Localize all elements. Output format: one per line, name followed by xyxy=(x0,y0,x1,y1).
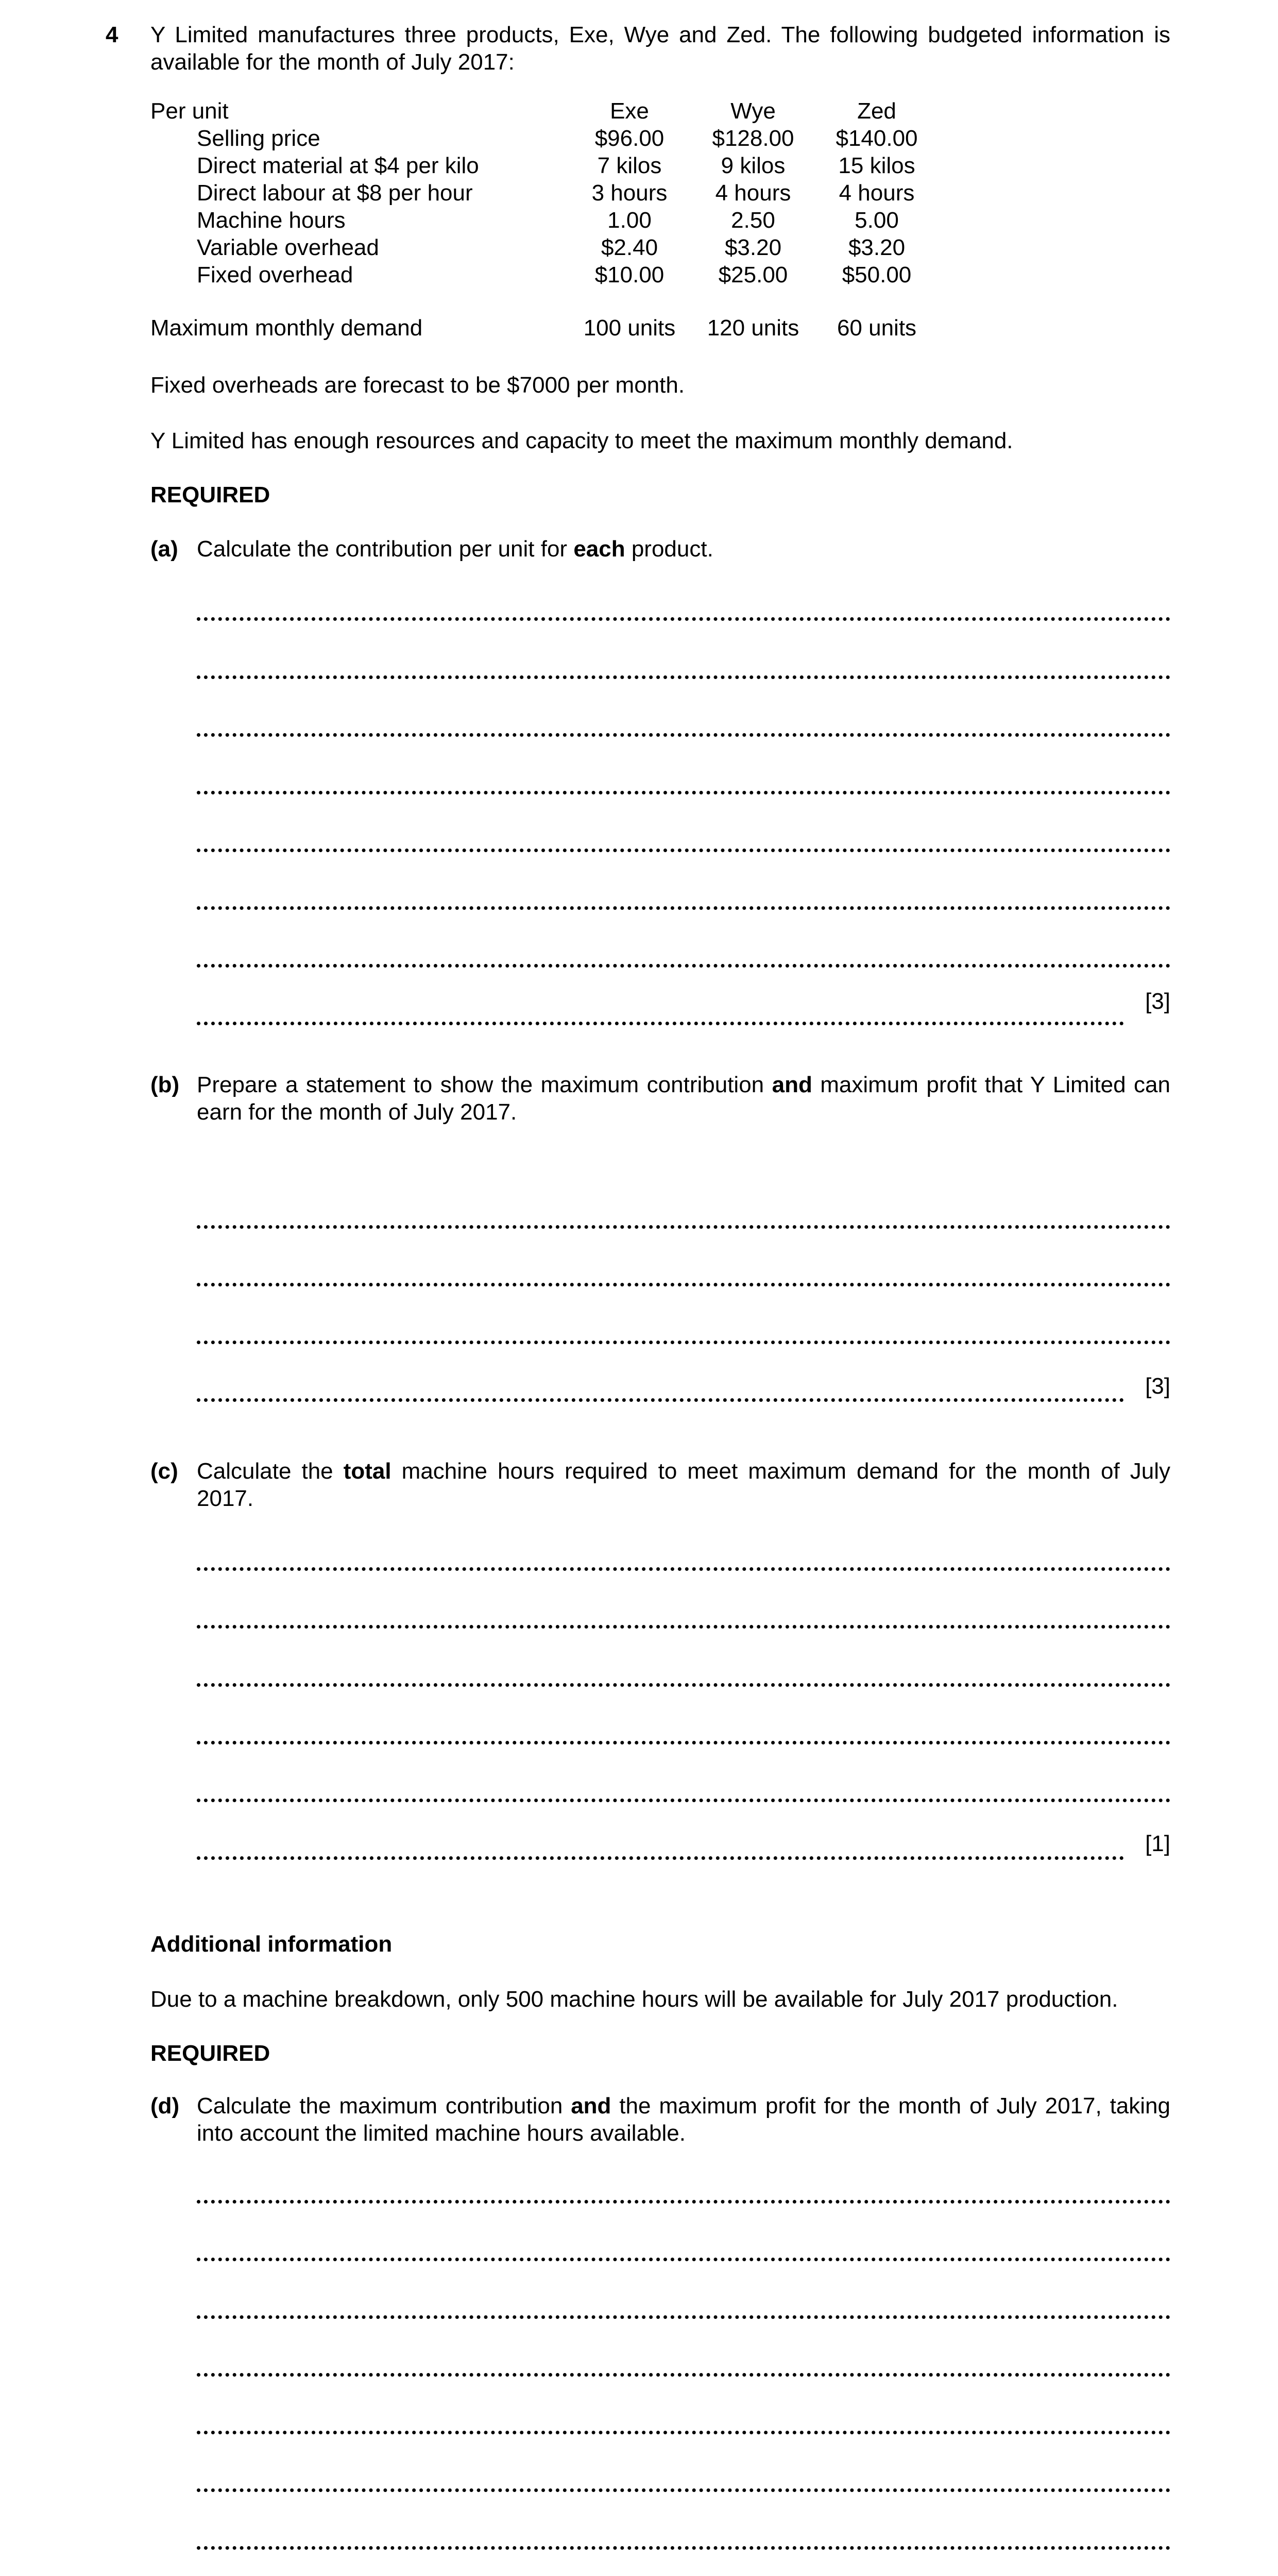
demand-row xyxy=(150,315,939,342)
part-c-mark: [1] xyxy=(1145,1831,1170,1856)
answer-line[interactable] xyxy=(197,1283,1170,1286)
additional-text: Due to a machine breakdown, only 500 machine hours will be available for July 2017 production. xyxy=(150,1987,1118,2012)
answer-line[interactable] xyxy=(197,2258,1170,2261)
table-row xyxy=(150,152,939,180)
table-header-row xyxy=(150,98,939,125)
cell-zed: $140.00 xyxy=(836,126,918,151)
answer-line[interactable] xyxy=(197,1683,1170,1687)
table-header-exe: Exe xyxy=(610,98,649,124)
emphasis: and xyxy=(772,1072,812,1097)
demand-label: Maximum monthly demand xyxy=(150,315,423,341)
answer-line[interactable] xyxy=(197,2315,1170,2319)
answer-line[interactable] xyxy=(197,1022,1124,1025)
cell-wye: $3.20 xyxy=(724,235,782,260)
part-a-label: (a) xyxy=(150,536,178,562)
text: Prepare a statement to show the maximum contribution xyxy=(197,1072,772,1097)
text: Calculate the contribution per unit for xyxy=(197,536,574,562)
part-c-label: (c) xyxy=(150,1459,178,1484)
answer-line[interactable] xyxy=(197,2200,1170,2204)
cell-exe: $96.00 xyxy=(594,126,664,151)
cell-wye: 4 hours xyxy=(715,180,791,206)
emphasis: total xyxy=(343,1459,391,1484)
table-header-zed: Zed xyxy=(857,98,896,124)
demand-exe: 100 units xyxy=(583,315,676,341)
part-c-text xyxy=(197,1458,1170,1513)
text: product. xyxy=(625,536,713,562)
answer-line[interactable] xyxy=(197,849,1170,852)
answer-line[interactable] xyxy=(197,964,1170,968)
answer-line[interactable] xyxy=(197,906,1170,910)
cell-zed: 15 kilos xyxy=(838,153,915,178)
cell-wye: 2.50 xyxy=(731,208,775,233)
text: Calculate the maximum contribution xyxy=(197,2093,571,2119)
resources-text: Y Limited has enough resources and capacity to meet the maximum monthly demand. xyxy=(150,428,1013,453)
part-b-mark: [3] xyxy=(1145,1374,1170,1399)
answer-line[interactable] xyxy=(197,2431,1170,2434)
answer-line[interactable] xyxy=(197,2546,1170,2550)
cell-zed: 5.00 xyxy=(855,208,899,233)
answer-line[interactable] xyxy=(197,1741,1170,1744)
cell-exe: $2.40 xyxy=(601,235,658,260)
cell-zed: 4 hours xyxy=(839,180,915,206)
table-row xyxy=(150,262,939,289)
demand-zed: 60 units xyxy=(837,315,917,341)
part-b-label: (b) xyxy=(150,1072,180,1097)
fixed-overheads-text: Fixed overheads are forecast to be $7000 per month. xyxy=(150,372,685,398)
required-heading-2: REQUIRED xyxy=(150,2041,270,2066)
text: the maximum profit for the month of July 2017, taking into account the limited machine hours available. xyxy=(197,2093,1170,2146)
answer-line[interactable] xyxy=(197,1567,1170,1571)
answer-line[interactable] xyxy=(197,1799,1170,1802)
question-number: 4 xyxy=(106,22,118,47)
spacer-row xyxy=(150,289,939,315)
part-d-label: (d) xyxy=(150,2093,180,2119)
table-header-label: Per unit xyxy=(150,98,229,124)
answer-line[interactable] xyxy=(197,1225,1170,1229)
answer-line[interactable] xyxy=(197,1625,1170,1629)
emphasis: and xyxy=(571,2093,611,2119)
required-heading: REQUIRED xyxy=(150,482,270,507)
part-d-text xyxy=(197,2093,1170,2147)
table-row xyxy=(150,207,939,234)
row-label: Direct material at $4 per kilo xyxy=(197,153,479,178)
part-b-text xyxy=(197,1072,1170,1126)
cell-exe: 1.00 xyxy=(607,208,652,233)
table-row xyxy=(150,234,939,262)
row-label: Fixed overhead xyxy=(197,262,353,287)
cell-zed: $50.00 xyxy=(842,262,912,287)
budget-table xyxy=(150,98,939,342)
text: Calculate the xyxy=(197,1459,344,1484)
answer-line[interactable] xyxy=(197,2373,1170,2377)
cell-wye: $128.00 xyxy=(712,126,794,151)
answer-line[interactable] xyxy=(197,675,1170,679)
demand-wye: 120 units xyxy=(707,315,799,341)
emphasis: each xyxy=(573,536,625,562)
row-label: Variable overhead xyxy=(197,235,379,260)
text: maximum profit that Y Limited can earn for the month of July 2017. xyxy=(197,1072,1170,1125)
part-a-text xyxy=(197,536,1170,563)
cell-exe: 3 hours xyxy=(591,180,668,206)
table-row xyxy=(150,180,939,207)
row-label: Machine hours xyxy=(197,208,346,233)
answer-line[interactable] xyxy=(197,1341,1170,1344)
text: machine hours required to meet maximum demand for the month of July 2017. xyxy=(197,1459,1170,1511)
additional-heading: Additional information xyxy=(150,1931,393,1957)
cell-exe: $10.00 xyxy=(594,262,664,287)
answer-line[interactable] xyxy=(197,1398,1124,1402)
cell-wye: $25.00 xyxy=(718,262,788,287)
cell-zed: $3.20 xyxy=(848,235,906,260)
answer-line[interactable] xyxy=(197,617,1170,621)
row-label: Direct labour at $8 per hour xyxy=(197,180,473,206)
answer-line[interactable] xyxy=(197,791,1170,794)
answer-line[interactable] xyxy=(197,733,1170,737)
row-label: Selling price xyxy=(197,126,320,151)
cell-wye: 9 kilos xyxy=(721,153,786,178)
answer-line[interactable] xyxy=(197,2488,1170,2492)
part-a-mark: [3] xyxy=(1145,989,1170,1014)
question-intro: Y Limited manufactures three products, Exe, Wye and Zed. The following budgeted information is available for the month of July 2017: xyxy=(150,22,1170,75)
answer-line[interactable] xyxy=(197,1856,1124,1860)
table-row xyxy=(150,125,939,152)
cell-exe: 7 kilos xyxy=(597,153,662,178)
table-header-wye: Wye xyxy=(730,98,776,124)
